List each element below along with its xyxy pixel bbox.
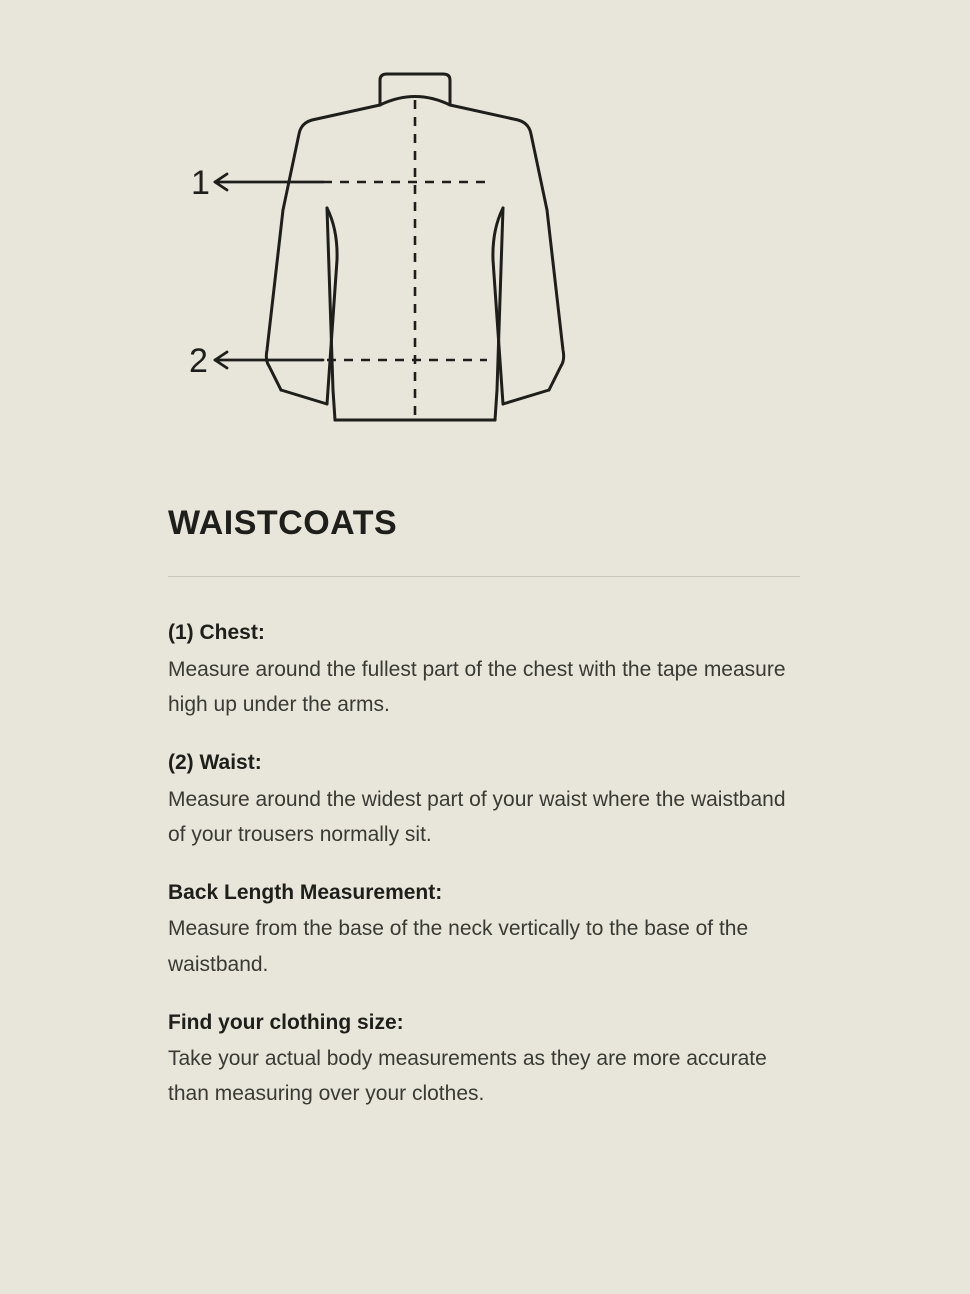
chest-arrow (215, 174, 323, 190)
section-body: Take your actual body measurements as they are more accurate than measuring over your clothes. (168, 1047, 767, 1106)
section-find-size (168, 1009, 802, 1112)
section-heading: (1) Chest: (168, 621, 265, 645)
left-shoulder (283, 105, 380, 210)
section-heading: (2) Waist: (168, 751, 262, 775)
section-heading: Back Length Measurement: (168, 881, 443, 905)
section-body: Measure around the fullest part of the chest with the tape measure high up under the arms. (168, 657, 786, 716)
right-shoulder (450, 105, 547, 210)
garment-diagram (0, 60, 970, 490)
size-guide-content (168, 505, 802, 1112)
right-sleeve-outer (547, 210, 564, 390)
section-back-length (168, 879, 802, 982)
section-waist (168, 749, 802, 852)
left-sleeve-outer (266, 210, 283, 390)
section-chest (168, 619, 802, 722)
section-body: Measure from the base of the neck vertically to the base of the waistband. (168, 917, 749, 976)
marker-1-label: 1 (191, 164, 210, 202)
page-title: WAISTCOATS (168, 504, 398, 542)
waistcoat-diagram-svg (175, 60, 795, 460)
marker-2-label: 2 (189, 342, 208, 380)
left-cuff (281, 390, 327, 404)
title-divider (168, 576, 800, 577)
section-heading: Find your clothing size: (168, 1010, 404, 1034)
section-body: Measure around the widest part of your waist where the waistband of your trousers normally sit. (168, 787, 786, 846)
right-cuff (503, 390, 549, 404)
